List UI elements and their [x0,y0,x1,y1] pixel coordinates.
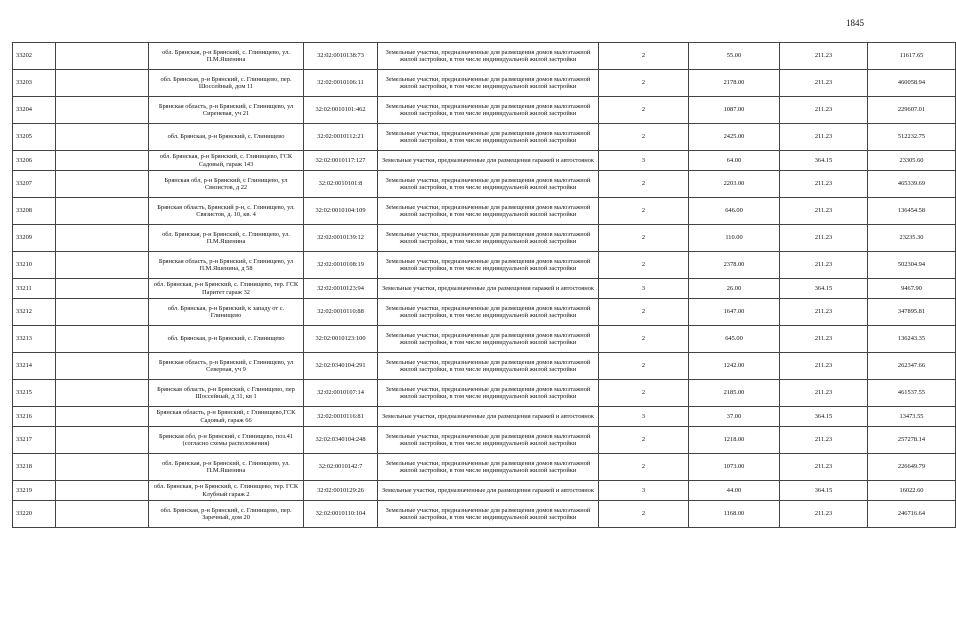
blank-cell [56,481,149,501]
specific-value-cell: 364.15 [780,151,868,171]
address-cell: Брянская область, р-н Брянский, с Глинищево, ул Сиреневая, уч 21 [149,97,304,124]
blank-cell [56,299,149,326]
table-row [13,380,956,407]
row-number: 33205 [13,124,56,151]
blank-cell [56,279,149,299]
usage-type-cell: Земельные участки, предназначенные для размещения домов малоэтажной жилой застройки, в том числе индивидуальной жилой застройки [378,380,599,407]
cadastral-number-cell: 32:02:0010116:81 [304,407,378,427]
blank-cell [56,171,149,198]
usage-type-cell: Земельные участки, предназначенные для размещения гаражей и автостоянок [378,407,599,427]
group-cell: 2 [599,225,689,252]
area-cell: 646.00 [689,198,780,225]
cadastral-value-cell: 229607.01 [868,97,956,124]
address-cell: обл. Брянская, р-н Брянский, с. Глинищево [149,326,304,353]
cadastral-value-cell: 512232.75 [868,124,956,151]
area-cell: 55.00 [689,43,780,70]
row-number: 33206 [13,151,56,171]
group-cell: 2 [599,380,689,407]
cadastral-number-cell: 32:02:0010108:19 [304,252,378,279]
table-body [13,43,956,528]
table-row [13,326,956,353]
usage-type-cell: Земельные участки, предназначенные для размещения домов малоэтажной жилой застройки, в том числе индивидуальной жилой застройки [378,501,599,528]
specific-value-cell: 211.23 [780,299,868,326]
specific-value-cell: 211.23 [780,326,868,353]
row-number: 33202 [13,43,56,70]
group-cell: 2 [599,124,689,151]
group-cell: 3 [599,407,689,427]
cadastral-value-cell: 23305.60 [868,151,956,171]
address-cell: обл. Брянская, р-н Брянский, с. Глинищево, ГСК Садовый, гараж 143 [149,151,304,171]
blank-cell [56,225,149,252]
cadastral-value-cell: 262347.66 [868,353,956,380]
cadastral-value-cell: 11617.65 [868,43,956,70]
specific-value-cell: 211.23 [780,427,868,454]
usage-type-cell: Земельные участки, предназначенные для размещения домов малоэтажной жилой застройки, в том числе индивидуальной жилой застройки [378,427,599,454]
table-row [13,353,956,380]
table-row [13,481,956,501]
row-number: 33209 [13,225,56,252]
row-number: 33216 [13,407,56,427]
cadastral-number-cell: 32:02:0010101:462 [304,97,378,124]
area-cell: 37.00 [689,407,780,427]
row-number: 33213 [13,326,56,353]
area-cell: 64.00 [689,151,780,171]
cadastral-value-cell: 257278.14 [868,427,956,454]
area-cell: 26.00 [689,279,780,299]
group-cell: 3 [599,481,689,501]
specific-value-cell: 211.23 [780,225,868,252]
row-number: 33219 [13,481,56,501]
area-cell: 1242.00 [689,353,780,380]
specific-value-cell: 364.15 [780,407,868,427]
address-cell: обл. Брянская, р-н Брянский, с. Глинищево, тер. ГСК Паритет гараж 32 [149,279,304,299]
blank-cell [56,427,149,454]
group-cell: 3 [599,279,689,299]
address-cell: Брянская область, р-н Брянский, с Глинищево, ул Северная, уч 9 [149,353,304,380]
table-row [13,43,956,70]
cadastral-number-cell: 32:02:0010117:127 [304,151,378,171]
blank-cell [56,501,149,528]
cadastral-value-cell: 461537.55 [868,380,956,407]
group-cell: 2 [599,43,689,70]
table-row [13,198,956,225]
cadastral-number-cell: 32:02:0010110:88 [304,299,378,326]
blank-cell [56,407,149,427]
cadastral-value-cell: 347895.81 [868,299,956,326]
area-cell: 44.00 [689,481,780,501]
group-cell: 2 [599,501,689,528]
cadastral-value-cell: 226649.79 [868,454,956,481]
cadastral-number-cell: 32:02:0010104:109 [304,198,378,225]
group-cell: 2 [599,299,689,326]
cadastral-number-cell: 32:02:0010112:21 [304,124,378,151]
address-cell: Брянская обл, р-н Брянский, с Глинищево, поз.41 (согласно схемы расположения) [149,427,304,454]
row-number: 33217 [13,427,56,454]
table-row [13,427,956,454]
usage-type-cell: Земельные участки, предназначенные для размещения гаражей и автостоянок [378,279,599,299]
area-cell: 1073.00 [689,454,780,481]
row-number: 33203 [13,70,56,97]
usage-type-cell: Земельные участки, предназначенные для размещения домов малоэтажной жилой застройки, в том числе индивидуальной жилой застройки [378,353,599,380]
group-cell: 2 [599,171,689,198]
usage-type-cell: Земельные участки, предназначенные для размещения гаражей и автостоянок [378,151,599,171]
table-row [13,501,956,528]
blank-cell [56,353,149,380]
cadastral-value-cell: 246716.64 [868,501,956,528]
table-row [13,279,956,299]
cadastral-number-cell: 32:02:0010107:14 [304,380,378,407]
blank-cell [56,97,149,124]
usage-type-cell: Земельные участки, предназначенные для размещения домов малоэтажной жилой застройки, в том числе индивидуальной жилой застройки [378,97,599,124]
address-cell: Брянская область, р-н Брянский, с Глинищево, ул П.М.Яшенина, д 58 [149,252,304,279]
blank-cell [56,326,149,353]
row-number: 33220 [13,501,56,528]
address-cell: обл. Брянская, р-н Брянский, с. Глинищево, ул. П.М.Яшенина [149,225,304,252]
table-row [13,454,956,481]
cadastral-number-cell: 32:02:0010139:12 [304,225,378,252]
usage-type-cell: Земельные участки, предназначенные для размещения домов малоэтажной жилой застройки, в том числе индивидуальной жилой застройки [378,70,599,97]
specific-value-cell: 211.23 [780,198,868,225]
address-cell: обл. Брянская, р-н Брянский, к западу от с. Глинищево [149,299,304,326]
blank-cell [56,252,149,279]
group-cell: 2 [599,454,689,481]
area-cell: 1647.00 [689,299,780,326]
area-cell: 645.00 [689,326,780,353]
row-number: 33215 [13,380,56,407]
row-number: 33212 [13,299,56,326]
cadastral-value-cell: 460058.94 [868,70,956,97]
usage-type-cell: Земельные участки, предназначенные для размещения домов малоэтажной жилой застройки, в том числе индивидуальной жилой застройки [378,43,599,70]
table-row [13,407,956,427]
table-row [13,225,956,252]
cadastral-number-cell: 32:02:0010110:104 [304,501,378,528]
specific-value-cell: 211.23 [780,70,868,97]
cadastral-number-cell: 32:02:0340104:248 [304,427,378,454]
specific-value-cell: 211.23 [780,124,868,151]
area-cell: 1168.00 [689,501,780,528]
row-number: 33204 [13,97,56,124]
table-row [13,171,956,198]
page-number: 1845 [846,18,864,28]
cadastral-value-cell: 502304.94 [868,252,956,279]
specific-value-cell: 211.23 [780,353,868,380]
group-cell: 2 [599,353,689,380]
area-cell: 1218.00 [689,427,780,454]
address-cell: Брянская область, р-н Брянский, с Глинищево,ГСК Садовый, гараж 66 [149,407,304,427]
cadastral-value-cell: 23235.30 [868,225,956,252]
row-number: 33211 [13,279,56,299]
blank-cell [56,380,149,407]
cadastral-value-cell: 9467.90 [868,279,956,299]
address-cell: Брянская область, р-н Брянский, с Глинищево, пер Шоссейный, д 31, кв 1 [149,380,304,407]
area-cell: 110.00 [689,225,780,252]
table-row [13,299,956,326]
table-row [13,70,956,97]
address-cell: обл. Брянская, р-н Брянский, с. Глинищево, ул. П.М.Яшенина [149,43,304,70]
group-cell: 2 [599,252,689,279]
specific-value-cell: 364.15 [780,279,868,299]
usage-type-cell: Земельные участки, предназначенные для размещения домов малоэтажной жилой застройки, в том числе индивидуальной жилой застройки [378,252,599,279]
cadastral-number-cell: 32:02:0010142:7 [304,454,378,481]
usage-type-cell: Земельные участки, предназначенные для размещения домов малоэтажной жилой застройки, в том числе индивидуальной жилой застройки [378,326,599,353]
blank-cell [56,124,149,151]
specific-value-cell: 211.23 [780,252,868,279]
address-cell: обл. Брянская, р-н Брянский, с. Глинищево [149,124,304,151]
cadastral-value-cell: 16022.60 [868,481,956,501]
specific-value-cell: 211.23 [780,454,868,481]
area-cell: 2178.00 [689,70,780,97]
cadastral-number-cell: 32:02:0010101:8 [304,171,378,198]
row-number: 33210 [13,252,56,279]
blank-cell [56,454,149,481]
cadastral-number-cell: 32:02:0340104:291 [304,353,378,380]
address-cell: обл. Брянская, р-н Брянский, с. Глинищево, пер. Заречный, дом 20 [149,501,304,528]
row-number: 33214 [13,353,56,380]
cadastral-value-table [12,42,956,528]
specific-value-cell: 211.23 [780,97,868,124]
cadastral-value-cell: 13473.55 [868,407,956,427]
usage-type-cell: Земельные участки, предназначенные для размещения домов малоэтажной жилой застройки, в том числе индивидуальной жилой застройки [378,171,599,198]
specific-value-cell: 211.23 [780,43,868,70]
area-cell: 2378.00 [689,252,780,279]
usage-type-cell: Земельные участки, предназначенные для размещения домов малоэтажной жилой застройки, в том числе индивидуальной жилой застройки [378,198,599,225]
blank-cell [56,151,149,171]
blank-cell [56,198,149,225]
group-cell: 2 [599,70,689,97]
specific-value-cell: 211.23 [780,171,868,198]
group-cell: 2 [599,198,689,225]
cadastral-value-cell: 136243.35 [868,326,956,353]
usage-type-cell: Земельные участки, предназначенные для размещения домов малоэтажной жилой застройки, в том числе индивидуальной жилой застройки [378,124,599,151]
area-cell: 1087.00 [689,97,780,124]
row-number: 33218 [13,454,56,481]
table-row [13,151,956,171]
area-cell: 2203.00 [689,171,780,198]
blank-cell [56,43,149,70]
usage-type-cell: Земельные участки, предназначенные для размещения гаражей и автостоянок [378,481,599,501]
row-number: 33208 [13,198,56,225]
cadastral-number-cell: 32:02:0010129:26 [304,481,378,501]
table-row [13,252,956,279]
area-cell: 2425.00 [689,124,780,151]
blank-cell [56,70,149,97]
address-cell: обл. Брянская, р-н Брянский, с. Глинищево, тер. ГСК Клубный гараж 2 [149,481,304,501]
group-cell: 3 [599,151,689,171]
usage-type-cell: Земельные участки, предназначенные для размещения домов малоэтажной жилой застройки, в том числе индивидуальной жилой застройки [378,454,599,481]
cadastral-value-cell: 136454.58 [868,198,956,225]
group-cell: 2 [599,326,689,353]
address-cell: Брянская обл, р-н Брянский, с Глинищево, ул Связистов, д 22 [149,171,304,198]
cadastral-number-cell: 32:02:0010123:94 [304,279,378,299]
specific-value-cell: 211.23 [780,380,868,407]
address-cell: Брянская область, Брянский р-н, с. Глинищево, ул. Связистов, д. 10, кв. 4 [149,198,304,225]
cadastral-number-cell: 32:02:0010106:11 [304,70,378,97]
cadastral-value-cell: 465339.69 [868,171,956,198]
cadastral-number-cell: 32:02:0010123:100 [304,326,378,353]
group-cell: 2 [599,97,689,124]
specific-value-cell: 211.23 [780,501,868,528]
usage-type-cell: Земельные участки, предназначенные для размещения домов малоэтажной жилой застройки, в том числе индивидуальной жилой застройки [378,299,599,326]
table-row [13,124,956,151]
usage-type-cell: Земельные участки, предназначенные для размещения домов малоэтажной жилой застройки, в том числе индивидуальной жилой застройки [378,225,599,252]
address-cell: обл. Брянская, р-н Брянский, с. Глинищево, пер. Шоссейный, дом 11 [149,70,304,97]
table-row [13,97,956,124]
row-number: 33207 [13,171,56,198]
address-cell: обл. Брянская, р-н Брянский, с. Глинищево, ул. П.М.Яшенина [149,454,304,481]
specific-value-cell: 364.15 [780,481,868,501]
group-cell: 2 [599,427,689,454]
cadastral-number-cell: 32:02:0010138:73 [304,43,378,70]
area-cell: 2185.00 [689,380,780,407]
